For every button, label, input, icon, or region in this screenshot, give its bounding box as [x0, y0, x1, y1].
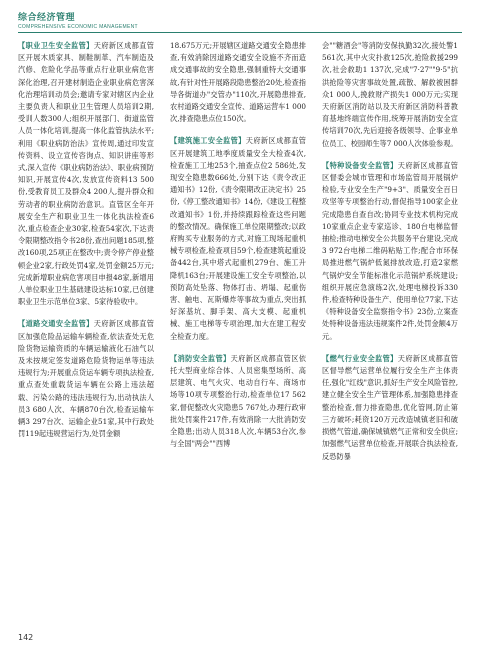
article-construction	[170, 135, 306, 342]
article-fire-safety	[170, 353, 306, 451]
article-body: 18.675万元;开展辖区道路交通安全隐患排查,有效消除因道路交通安全设施不齐而造成交通事故的安全隐患,强制重特大交通事故,有针对性开展路段隐患整治20处,检查指导各街道办"交管办"110次,开展隐患排查,农村道路交通安全宣传、道路运营车1 000次,排查隐患点位150次。	[170, 41, 306, 124]
article-heading: 【道路交通安全监管】	[18, 319, 94, 329]
article-fire-safety-continued	[322, 40, 458, 150]
paragraph	[322, 160, 458, 343]
header-divider	[18, 32, 462, 33]
paragraph	[18, 318, 154, 440]
article-road-traffic	[18, 318, 154, 440]
section-header	[18, 10, 138, 30]
column-2	[170, 40, 306, 461]
article-body: 天府新区成都直管区加强危险品运输车辆检查,依法查处无危险货物运输资质的车辆运输液化石油气以及未按规定签发道路危险货物运单等违法违规行为;开展重点货运车辆专项执法检查,重点查处重载货运车辆在公路上违法超载、污染公路的违法违规行为,出动执法人员3 680人次、车辆870台次,检查运输车辆3 297台次、运输企业51家,其中行政处罚119起违规营运行为,处罚金额	[18, 319, 154, 439]
section-title: 综合经济管理	[18, 13, 76, 23]
paragraph	[170, 353, 306, 451]
page-number: 142	[18, 633, 34, 642]
article-gas-industry	[322, 353, 458, 463]
article-body: 天府新区成都直管区开展木质家具、制鞋制革、汽车制造及汽修、危险化学品等重点行业职业病危害深化治理,召开建材制造企业职业病危害深化治理培训动员会;邀请专家对辖区内企业主要负责人和职业卫生管理人员培训2期,受训人数300人;组织开展部门、街道监管人员一体化培训,提高一体化监管执法水平;利用《职业病防治法》宣传周,通过印发宣传资料、设立宣传咨询点、知识讲座等形式,深入宣传《职业病防治法》、职业病预防知识,开展宣传4次,发放宣传资料13 500份,受教育员工及群众4 200人,提升群众和劳动者的职业病防治意识。直管区全年开展安全生产和职业卫生一体化执法检查6次,重点检查企业30家,检查54家次,下达责令限期整改指令书28份,查出问题185项,整改160项,25项正在整改中;责令停产停业整顿企业2家,行政处罚4家,处罚金额25万元;完成新增职业病危害项目申报48家,新增用人单位职业卫生基础建设达标10家,已创建职业卫生示范单位3家、5家待验收中。	[18, 41, 154, 307]
article-body: 天府新区成都直管区督委会城市管理和市场监管局开展锅炉检验,专业安全生产"9+3"、质量安全百日攻坚等专项整治行动,督促指导100家企业完成隐患自查自改;协同专业技术机构完成10家重点企业专家巡诊、180台电梯监督抽检;推动电梯安全公共服务平台建设,完成3 972台电梯二维码粘贴工作;配合市环保局推进燃气锅炉低氮排放改造,打造2家燃气锅炉安全节能标准化示范锅炉系统建设;组织开展应急演练2次,处理电梯投诉330件,检查特种设备生产、使用单位77家,下达《特种设备安全监察指令书》23份,立案查处特种设备违法违规案件2件,处罚金额4万元。	[322, 160, 458, 341]
article-heading: 【职业卫生安全监管】	[18, 41, 94, 50]
article-heading: 【建筑施工安全监管】	[170, 136, 246, 146]
paragraph	[322, 353, 458, 463]
paragraph	[322, 40, 458, 150]
article-road-traffic-continued	[170, 40, 306, 125]
section-subtitle: COMPREHENSIVE ECONOMIC MANAGEMENT	[18, 24, 138, 30]
article-heading: 【消防安全监管】	[170, 353, 231, 363]
paragraph	[170, 135, 306, 342]
article-special-equipment	[322, 160, 458, 343]
article-occupational-health	[18, 40, 154, 308]
article-body: 天府新区成都直管区依托大型商业综合体、人员密集型场所、高层建筑、电气火灾、电动自行车、商场市场等10项专项整治行动,检查单位17 562家,督促整改火灾隐患5 767处,办理行政审批处罚案件217件,有效消除一大批消防安全隐患;出动人员318人次,车辆53台次,参与全国"两会""西博	[170, 353, 306, 449]
article-body: 会""糖酒会"等消防安保执勤32次,接处警1 561次,其中火灾扑救125次,抢险救援299次,社会救助1 137次,完成"7·27""9·5"抗洪抢险等灾害事故处置,疏散、解救被困群众1 000人,挽救财产损失1 000万元;实现天府新区消防站以及天府新区消防科普教育基地终端宣传作用,统筹开展消防安全宣传培训70次,先后迎接各级领导、企事业单位员工、校园师生等7 000人次体验参观。	[322, 41, 458, 148]
column-1	[18, 40, 154, 451]
paragraph	[18, 40, 154, 308]
paragraph	[170, 40, 306, 125]
article-heading: 【燃气行业安全监管】	[322, 353, 398, 363]
article-heading: 【特种设备安全监管】	[322, 160, 398, 170]
article-body: 天府新区成都直管区督导燃气运营单位履行安全生产主体责任,强化"红线"意识,抓好生产安全风险管控,建立健全安全生产管理体系,加强隐患排查整治检查,督力排查隐患,优化管网,防止第三方破坏;耗资120万元改造城镇老旧和破损燃气管道,确保城镇燃气正常和安全供应;加强燃气运营单位检查,开展联合执法检查,反恐防暴	[322, 353, 458, 461]
column-3	[322, 40, 458, 473]
article-body: 天府新区成都直管区开展建筑工地季度质量安全大检查4次,检查施工工地253个,抽查点位2 586处,发现安全隐患数666处,分别下达《责令改正通知书》12份,《责令限期改正决定书》25份,《停工整改通知书》14份,《建设工程整改通知书》1份,并持续跟踪检查这些问题的整改情况。确保施工单位限期整改;以政府购买专业服务的方式,对施工现场起重机械专项检查,检查项目59个,检查建筑起重设备442台,其中塔式起重机279台、施工升降机163台;开展建设施工安全专项整治,以预防高处坠落、物体打击、坍塌、起重伤害、触电、瓦斯爆炸等事故为重点,突出抓好深基坑、脚手架、高大支模、起重机械、施工电梯等专项治理,加大在建工程安全检查力度。	[170, 136, 306, 341]
